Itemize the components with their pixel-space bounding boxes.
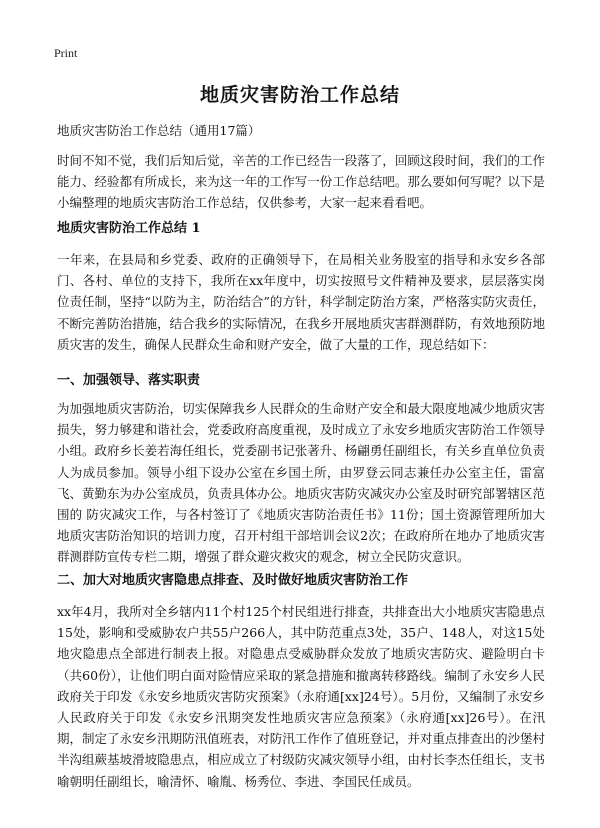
intro-paragraph: 时间不知不觉，我们后知后觉，辛苦的工作已经告一段落了，回顾这段时间，我们的工作能力、经验都有所成长，来为这一年的工作写一份工作总结吧。那么要如何写呢？以下是小编整理的地质灾害防治工作总结，仅供参考，大家一起来看看吧。: [57, 153, 545, 211]
section-1-paragraph: 一年来，在县局和乡党委、政府的正确领导下，在局相关业务股室的指导和永安乡各部门、各村、单位的支持下，我所在xx年度中，切实按照号文件精神及要求，层层落实岗位责任制，坚持“以防为主，防治结合”的方针，科学制定防治方案，严格落实防灾责任，不断完善防治措施，结合我乡的实际情况，在我乡开展地质灾害群测群防，有效地预防地质灾害的发生，确保人民群众生命和财产安全，做了大量的工作，现总结如下：: [57, 252, 545, 352]
heading-leadership: 一、加强领导、落实职责: [57, 373, 201, 388]
leadership-paragraph: 为加强地质灾害防治，切实保障我乡人民群众的生命财产安全和最大限度地减少地质灾害损失，努力够建和谐社会，党委政府高度重视，及时成立了永安乡地质灾害防治工作领导小组。政府乡长姜若海任组长，党委副书记张著升、杨翩勇任副组长，有关乡直单位负责人为成员参加。领导小组下设办公室在乡国土所，由罗登云同志兼任办公室主任，雷富飞、黄勤东为办公室成员，负责具体办公。地质灾害防灾减灾办公室及时研究部署辖区范围的 防灾减灾工作，与各村签订了《地质灾害防治责任书》11份；国土资源管理所加大地质灾害防治知识的培训力度，召开村组干部培训会议2次；在政府所在地办了地质灾害群测群防宣传专栏二期，增强了群众避灾救灾的观念，树立全民防灾意识。: [57, 401, 545, 565]
heading-hazard-inspection: 二、加大对地质灾害隐患点排查、及时做好地质灾害防治工作: [57, 573, 409, 588]
print-link[interactable]: Print: [54, 46, 78, 60]
hazard-inspection-paragraph: xx年4月，我所对全乡辖内11个村125个村民组进行排查，共排查出大小地质灾害隐患点15处，影响和受威胁农户共55户266人，其中防范重点3处，35户、148人，对这15处地灾隐患点全部进行制表上报。对隐患点受威胁群众发放了地质灾害防灾、避险明白卡（共60份），让他们明白面对险情应采取的紧急措施和撤离转移路线。编制了永安乡人民政府关于印发《永安乡地质灾害防灾预案》（永府通[xx]24号）。5月份，又编制了永安乡人民政府关于印发《永安乡汛期突发性地质灾害应急预案》（永府通[xx]26号）。在汛期，制定了永安乡汛期防汛值班表，对防汛工作作了值班登记，并对重点排查出的沙堡村半沟组蕨基坡滑坡隐患点，相应成立了村级防灾减灾领导小组，由村长李杰任组长，支书喻朝明任副组长，喻清怀、喻胤、杨秀位、李进、李国民任成员。: [57, 604, 545, 789]
document-title: 地质灾害防治工作总结: [199, 84, 400, 106]
document-subtitle: 地质灾害防治工作总结（通用17篇）: [57, 123, 261, 138]
section-1-title: 地质灾害防治工作总结 1: [57, 221, 201, 236]
